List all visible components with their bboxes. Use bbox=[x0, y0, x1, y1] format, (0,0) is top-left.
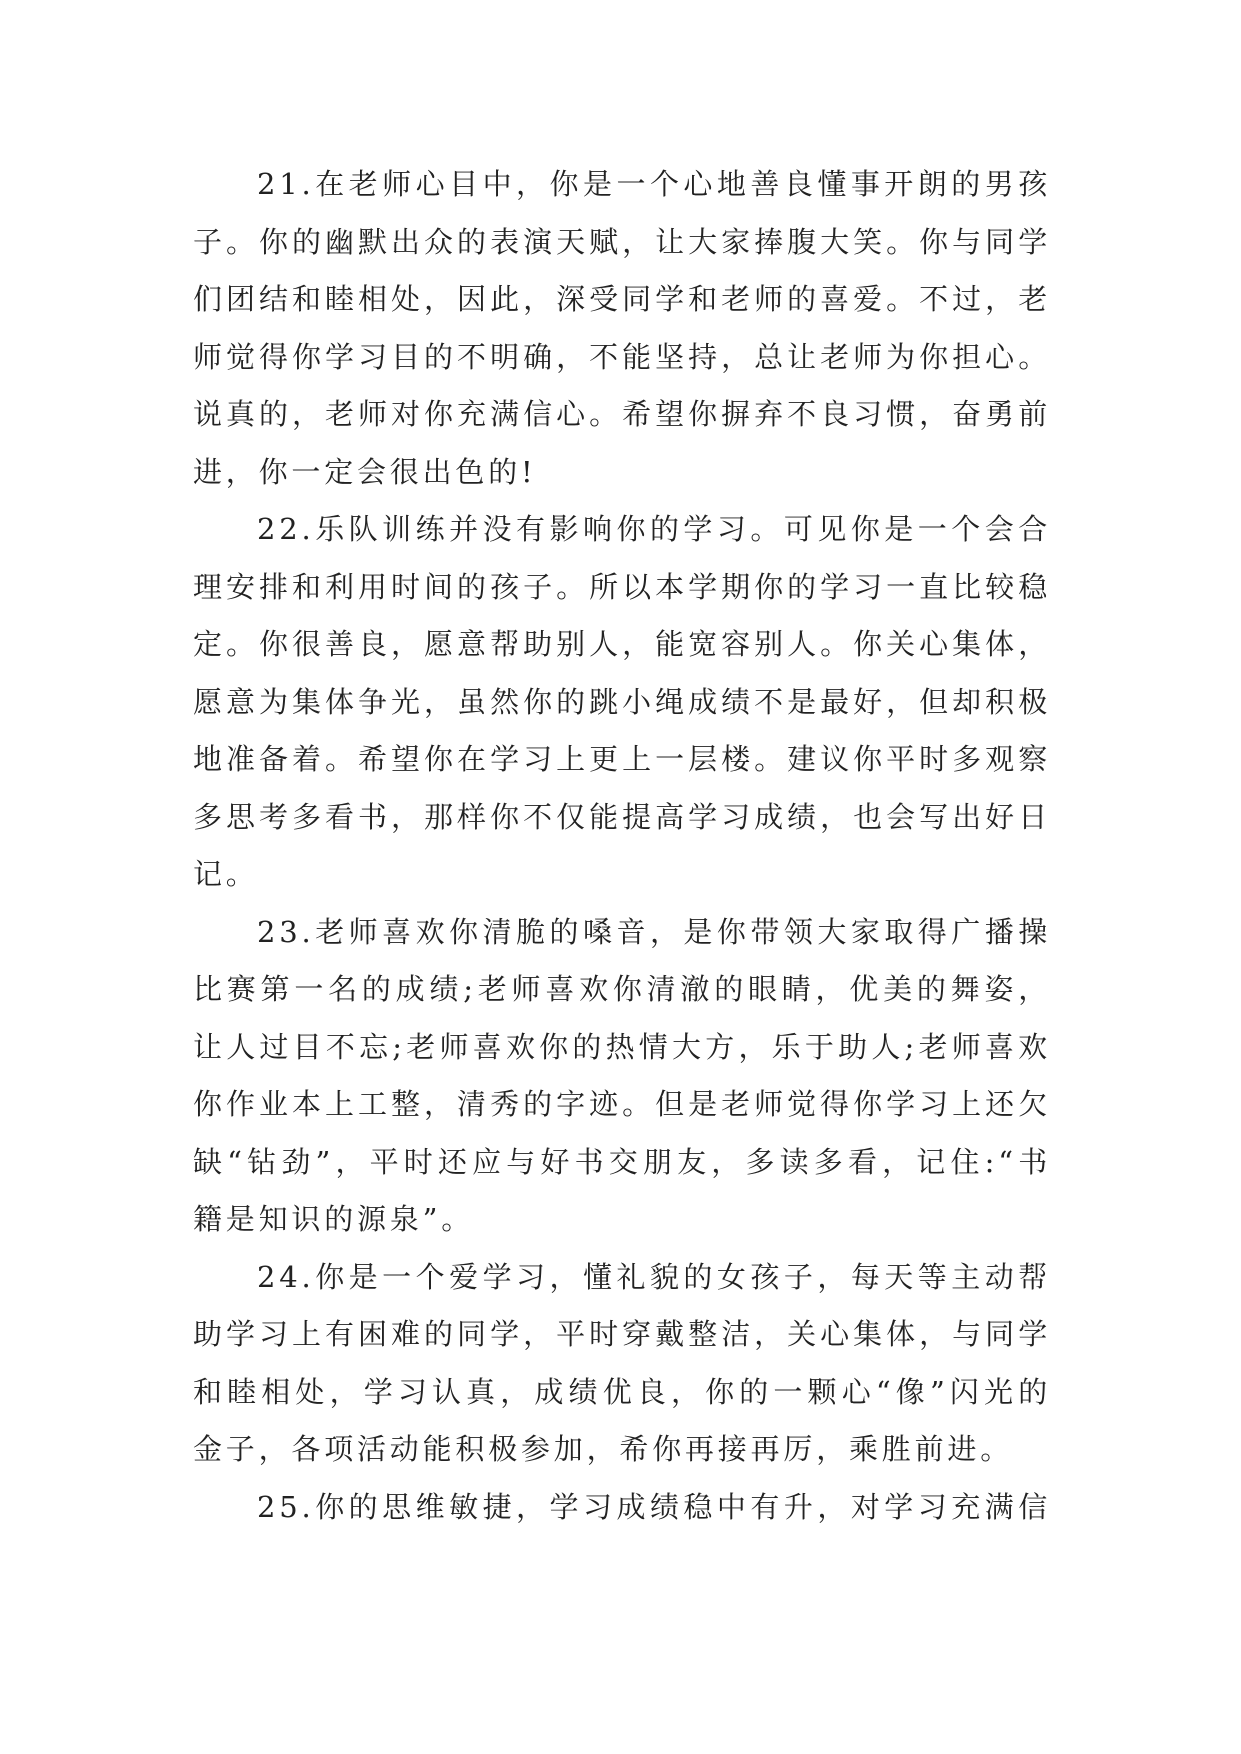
paragraph-line: 进，你一定会很出色的! bbox=[193, 454, 537, 489]
paragraph-line: 让人过目不忘;老师喜欢你的热情大方，乐于助人;老师喜欢 bbox=[193, 1029, 1051, 1064]
paragraph-line: 定。你很善良，愿意帮助别人，能宽容别人。你关心集体， bbox=[193, 627, 1051, 661]
paragraph-24 bbox=[193, 1249, 1051, 1479]
paragraph-23 bbox=[193, 904, 1051, 1249]
paragraph-21 bbox=[193, 156, 1051, 501]
paragraph-line: 金子，各项活动能积极参加，希你再接再厉，乘胜前进。 bbox=[193, 1432, 1014, 1466]
paragraph-line: 和睦相处，学习认真，成绩优良，你的一颗心“像”闪光的 bbox=[193, 1374, 1051, 1409]
paragraph-line: 21.在老师心目中，你是一个心地善良懂事开朗的男孩 bbox=[257, 167, 1051, 201]
paragraph-line: 愿意为集体争光，虽然你的跳小绳成绩不是最好，但却积极 bbox=[193, 684, 1051, 719]
paragraph-line: 22.乐队训练并没有影响你的学习。可见你是一个会合 bbox=[257, 512, 1051, 546]
paragraph-line: 子。你的幽默出众的表演天赋，让大家捧腹大笑。你与同学 bbox=[193, 224, 1051, 259]
paragraph-line: 师觉得你学习目的不明确，不能坚持，总让老师为你担心。 bbox=[193, 339, 1051, 374]
paragraph-line: 比赛第一名的成绩;老师喜欢你清澈的眼睛，优美的舞姿， bbox=[193, 972, 1051, 1006]
paragraph-line: 助学习上有困难的同学，平时穿戴整洁，关心集体，与同学 bbox=[193, 1317, 1051, 1351]
paragraph-line: 理安排和利用时间的孩子。所以本学期你的学习一直比较稳 bbox=[193, 569, 1051, 604]
paragraph-line: 24.你是一个爱学习，懂礼貌的女孩子，每天等主动帮 bbox=[257, 1259, 1051, 1294]
paragraph-line: 缺“钻劲”，平时还应与好书交朋友，多读多看，记住:“书 bbox=[193, 1144, 1051, 1179]
paragraph-line: 23.老师喜欢你清脆的嗓音，是你带领大家取得广播操 bbox=[257, 914, 1051, 949]
paragraph-line: 籍是知识的源泉”。 bbox=[193, 1202, 475, 1236]
paragraph-line: 你作业本上工整，清秀的字迹。但是老师觉得你学习上还欠 bbox=[193, 1087, 1051, 1121]
paragraph-line: 地准备着。希望你在学习上更上一层楼。建议你平时多观察 bbox=[193, 742, 1051, 776]
paragraph-line: 说真的，老师对你充满信心。希望你摒弃不良习惯，奋勇前 bbox=[193, 397, 1051, 431]
paragraph-line: 多思考多看书，那样你不仅能提高学习成绩，也会写出好日 bbox=[193, 799, 1051, 834]
paragraph-line: 记。 bbox=[193, 857, 259, 891]
paragraph-line: 25.你的思维敏捷，学习成绩稳中有升，对学习充满信 bbox=[257, 1489, 1051, 1524]
paragraph-line: 们团结和睦相处，因此，深受同学和老师的喜爱。不过，老 bbox=[193, 282, 1051, 316]
paragraph-25 bbox=[193, 1479, 1051, 1537]
paragraph-22 bbox=[193, 501, 1051, 904]
document-body bbox=[193, 156, 1051, 1536]
